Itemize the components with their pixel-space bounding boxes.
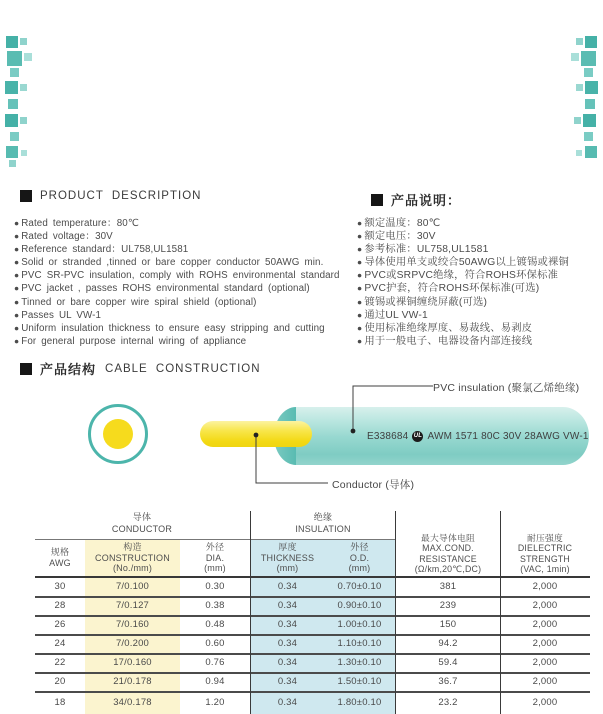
header-line: MAX.COND. — [422, 543, 474, 554]
col-header-dia — [180, 542, 250, 574]
bullet-item: ● Rated voltage：30V — [14, 230, 340, 243]
cable-print-text — [367, 408, 589, 464]
cell-dia: 0.30 — [205, 581, 225, 592]
group-header-insulation — [251, 512, 395, 535]
header-line: THICKNESS — [260, 552, 315, 563]
cell-od: 1.30±0.10 — [337, 657, 382, 668]
decor-pixel — [585, 81, 598, 94]
decor-pixel — [6, 146, 18, 158]
cell-dia: 0.94 — [205, 676, 225, 687]
decor-pixel — [21, 150, 27, 156]
header-line: 绝缘 — [313, 512, 333, 522]
decor-pixel — [581, 51, 596, 66]
bullet-item: ● 额定电压：30V — [357, 230, 569, 243]
decor-pixel — [584, 68, 593, 77]
header-line: RESISTANCE — [419, 553, 477, 564]
construction-title-cn: 产品结构 — [40, 362, 97, 377]
decor-pixel — [576, 38, 583, 45]
cell-resistance: 36.7 — [438, 676, 458, 687]
decor-pixel — [6, 36, 18, 48]
cell-thickness: 0.34 — [277, 676, 298, 687]
decor-pixel — [584, 132, 593, 141]
decor-pixel — [10, 132, 19, 141]
table-row — [0, 672, 603, 691]
decor-pixel — [20, 38, 27, 45]
header-line: (Ω/km,20℃,DC) — [414, 564, 482, 575]
cell-resistance: 381 — [439, 581, 457, 592]
bullet-item: ● 使用标准绝缘厚度、易裁线、易剥皮 — [357, 322, 569, 335]
table-line — [35, 539, 250, 540]
bullet-item: ● For general purpose internal wiring of appliance — [14, 335, 340, 348]
cell-dia: 0.48 — [205, 619, 225, 630]
cross-section-conductor — [103, 419, 133, 449]
bullet-item: ● 导体使用单支或绞合50AWG以上镀锡或裸铜 — [357, 256, 569, 269]
cell-awg: 26 — [54, 619, 66, 630]
col-header-construction — [85, 542, 180, 574]
cell-resistance: 239 — [439, 600, 457, 611]
cell-dielectric: 2,000 — [532, 676, 558, 687]
cell-construction: 17/0.160 — [113, 657, 152, 668]
cell-dia: 0.60 — [205, 638, 225, 649]
construction-title-en: CABLE CONSTRUCTION — [105, 362, 261, 375]
cell-resistance: 94.2 — [438, 638, 458, 649]
product-description-heading — [20, 190, 201, 202]
header-line: 厚度 — [278, 542, 297, 552]
cable-construction-heading — [20, 359, 261, 378]
cell-thickness: 0.34 — [277, 619, 298, 630]
decor-pixel — [5, 81, 18, 94]
bullet-item: ● Rated temperature：80℃ — [14, 217, 340, 230]
cell-thickness: 0.34 — [277, 638, 298, 649]
bullet-item: ● 镀锡或裸铜缠绕屏蔽(可选) — [357, 296, 569, 309]
product-notes-list — [357, 217, 569, 348]
decor-pixel — [24, 53, 32, 61]
cell-construction: 7/0.160 — [115, 619, 150, 630]
heading-square-icon — [371, 194, 383, 206]
decor-pixel — [583, 114, 596, 127]
cell-construction: 7/0.200 — [115, 638, 150, 649]
cell-thickness: 0.34 — [277, 696, 298, 708]
table-row — [0, 634, 603, 653]
cell-resistance: 59.4 — [438, 657, 458, 668]
decor-pixel — [7, 51, 22, 66]
header-line: (mm) — [204, 563, 226, 573]
group-header-conductor — [35, 512, 249, 535]
cell-construction: 21/0.178 — [113, 676, 152, 687]
decor-pixel — [585, 99, 595, 109]
cell-awg: 18 — [54, 696, 66, 708]
header-line: (mm) — [348, 563, 371, 573]
table-line — [251, 539, 395, 540]
bullet-item: ● Tinned or bare copper wire spiral shield (optional) — [14, 296, 340, 309]
cell-dielectric: 2,000 — [532, 619, 558, 630]
decor-pixel — [8, 99, 18, 109]
cell-od: 0.70±0.10 — [337, 581, 382, 592]
header-line: O.D. — [349, 552, 370, 563]
header-line: 规格 — [50, 547, 70, 557]
decor-pixel — [574, 117, 581, 124]
header-line: AWG — [49, 558, 71, 568]
ul-file-number: E338684 — [367, 430, 409, 442]
pvc-insulation-label: PVC insulation (聚氯乙烯绝缘) — [433, 382, 580, 394]
heading-square-icon — [20, 363, 32, 375]
bullet-item: ● 用于一般电子、电器设备内部连接线 — [357, 335, 569, 348]
decor-pixel — [5, 114, 18, 127]
product-description-title: PRODUCT DESCRIPTION — [40, 190, 202, 202]
table-row — [0, 615, 603, 634]
header-line: 外径 — [350, 542, 369, 552]
header-line: 外径 — [205, 542, 225, 552]
cell-construction: 7/0.100 — [115, 581, 150, 592]
decor-pixel — [571, 53, 579, 61]
cell-dia: 0.38 — [205, 600, 225, 611]
cell-dielectric: 2,000 — [532, 581, 558, 592]
decor-pixel — [585, 146, 597, 158]
col-header-od — [324, 542, 395, 574]
cell-resistance: 23.2 — [438, 696, 458, 708]
cell-construction: 7/0.127 — [115, 600, 150, 611]
header-line: (mm) — [276, 563, 299, 573]
cell-od: 1.10±0.10 — [337, 638, 382, 649]
decor-pixel — [20, 117, 27, 124]
col-header-resistance — [396, 533, 500, 575]
decor-pixel — [576, 84, 583, 91]
product-notes-title: 产品说明： — [391, 193, 462, 208]
cell-thickness: 0.34 — [277, 581, 298, 592]
cell-dielectric: 2,000 — [532, 638, 558, 649]
bullet-item: ● PVC jacket , passes ROHS environmental standard (optional) — [14, 282, 340, 295]
table-row — [0, 596, 603, 615]
cell-thickness: 0.34 — [277, 600, 298, 611]
header-line: 导体 — [132, 512, 152, 522]
ul-logo-icon: UL — [412, 431, 423, 442]
header-line: 构造 — [123, 542, 142, 552]
cell-awg: 22 — [54, 657, 66, 668]
cell-resistance: 150 — [439, 619, 457, 630]
header-line: CONSTRUCTION — [95, 552, 170, 563]
table-row — [0, 577, 603, 596]
product-description-list — [14, 217, 340, 348]
cell-awg: 28 — [54, 600, 66, 611]
conductor-core-side — [200, 421, 312, 447]
bullet-item: ● PVC SR-PVC insulation, comply with ROHS environmental standard — [14, 269, 340, 282]
header-line: DIELECTRIC — [517, 543, 573, 554]
decor-pixel — [10, 68, 19, 77]
header-line: 最大导体电阻 — [421, 533, 475, 543]
bullet-item: ● Reference standard：UL758,UL1581 — [14, 243, 340, 256]
table-row — [0, 653, 603, 672]
cell-od: 1.00±0.10 — [337, 619, 382, 630]
decor-pixel — [9, 160, 16, 167]
cell-dielectric: 2,000 — [532, 696, 558, 708]
cell-dielectric: 2,000 — [532, 600, 558, 611]
header-line: DIA. — [205, 552, 225, 563]
header-line: CONDUCTOR — [111, 523, 173, 534]
bullet-item: ● 参考标准：UL758,UL1581 — [357, 243, 569, 256]
cable-rating-text: AWM 1571 80C 30V 28AWG VW-1 — [427, 430, 589, 442]
bullet-item: ● PVC护套，符合ROHS环保标准(可选) — [357, 282, 569, 295]
cell-construction: 34/0.178 — [113, 696, 152, 708]
bullet-item: ● Solid or stranded ,tinned or bare copper conductor 50AWG min. — [14, 256, 340, 269]
cell-od: 0.90±0.10 — [337, 600, 382, 611]
conductor-label: Conductor (导体) — [332, 479, 415, 491]
bullet-item: ● 通过UL VW-1 — [357, 309, 569, 322]
cell-dielectric: 2,000 — [532, 657, 558, 668]
bullet-item: ● Uniform insulation thickness to ensure easy stripping and cutting — [14, 322, 340, 335]
header-line: INSULATION — [295, 523, 351, 534]
product-notes-heading — [371, 190, 461, 209]
header-line: STRENGTH — [520, 553, 570, 564]
decor-pixel — [576, 150, 582, 156]
heading-square-icon — [20, 190, 32, 202]
cell-dia: 0.76 — [205, 657, 225, 668]
cell-awg: 24 — [54, 638, 66, 649]
col-header-awg — [35, 547, 85, 569]
cell-od: 1.80±0.10 — [337, 696, 382, 708]
col-header-thickness — [251, 542, 324, 574]
header-line: (No./mm) — [112, 563, 153, 573]
cell-awg: 20 — [54, 676, 66, 687]
col-header-dielectric — [500, 533, 590, 575]
cell-thickness: 0.34 — [277, 657, 298, 668]
cell-od: 1.50±0.10 — [337, 676, 382, 687]
cell-dia: 1.20 — [205, 696, 225, 708]
cell-awg: 30 — [54, 581, 66, 592]
bullet-item: ● Passes UL VW-1 — [14, 309, 340, 322]
bullet-item: ● 额定温度：80℃ — [357, 217, 569, 230]
decor-pixel — [585, 36, 597, 48]
bullet-item: ● PVC或SRPVC绝缘，符合ROHS环保标准 — [357, 269, 569, 282]
header-line: 耐压强度 — [527, 533, 563, 543]
table-row — [0, 691, 603, 713]
header-line: (VAC, 1min) — [520, 564, 570, 575]
decor-pixel — [20, 84, 27, 91]
